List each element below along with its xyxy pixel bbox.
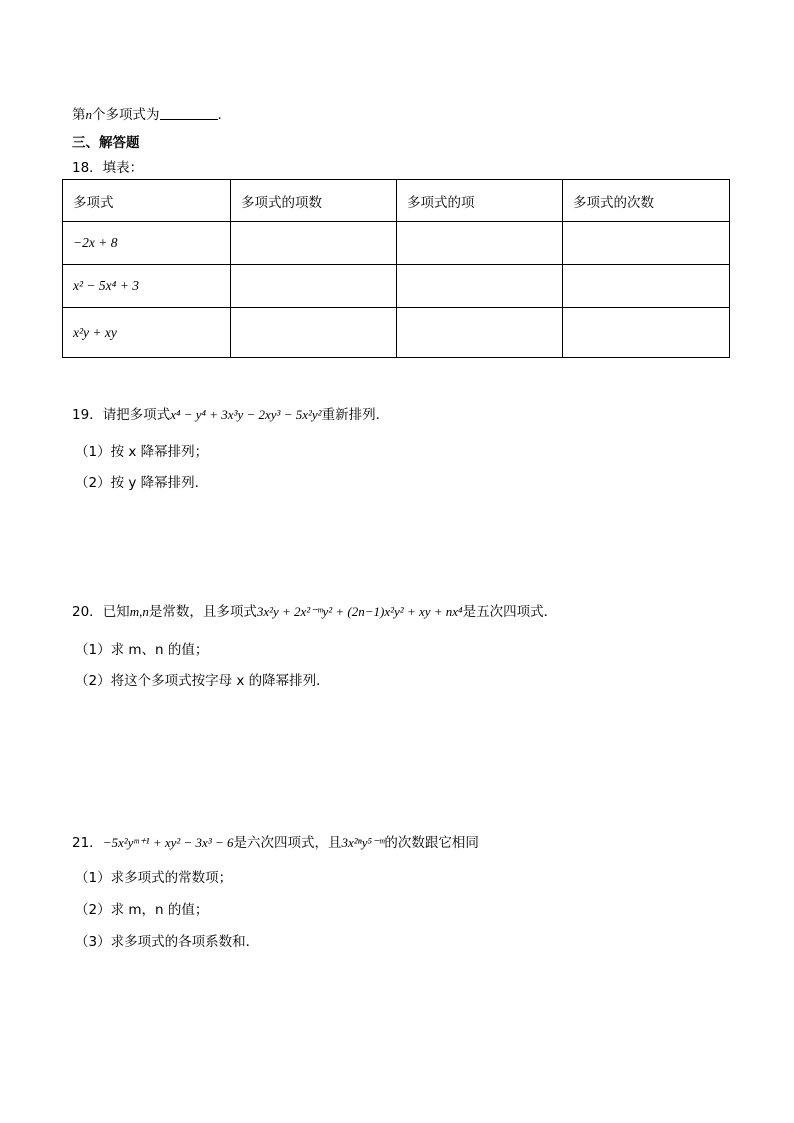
polynomial-cell: x²y + xy (63, 308, 231, 358)
answer-cell[interactable] (397, 222, 563, 265)
answer-blank (160, 107, 218, 120)
top-var: n (85, 107, 92, 122)
q20-stem (72, 600, 557, 620)
answer-cell[interactable] (231, 222, 397, 265)
table-header-cell: 多项式的项 (397, 180, 563, 222)
q20-part-2: （2）将这个多项式按字母 x 的降幂排列． (75, 673, 330, 689)
q20-number: 20． (72, 604, 103, 620)
q21-number: 21． (72, 835, 103, 851)
answer-cell[interactable] (563, 265, 730, 308)
table-header-row (63, 180, 730, 222)
top-prefix: 第 (72, 107, 86, 123)
q20-lead: 已知 (102, 604, 130, 620)
table-row (63, 308, 730, 358)
q19-stem (72, 403, 389, 423)
q20-expression: 3x²y + 2x²⁻ᵐy² + (2n−1)x²y² + xy + nx⁴ (256, 604, 463, 619)
table-header-cell: 多项式的次数 (563, 180, 730, 222)
previous-question-end (72, 103, 222, 123)
answer-cell[interactable] (231, 265, 397, 308)
table-header-cell: 多项式的项数 (231, 180, 397, 222)
polynomial-cell: x² − 5x⁴ + 3 (63, 265, 231, 308)
polynomial-table (62, 179, 730, 358)
answer-cell[interactable] (563, 308, 730, 358)
q21-stem (72, 831, 479, 851)
top-text: 个多项式为 (92, 107, 160, 123)
q20-part-1: （1）求 m、n 的值； (75, 642, 209, 658)
answer-cell[interactable] (397, 308, 563, 358)
table-row (63, 222, 730, 265)
answer-cell[interactable] (231, 308, 397, 358)
q20-mid: 是常数，且多项式 (148, 604, 257, 620)
q19-lead: 请把多项式 (102, 407, 171, 423)
q21-expression: −5x²yᵐ⁺¹ + xy² − 3x³ − 6 (102, 835, 234, 850)
table-header-cell: 多项式 (63, 180, 231, 222)
q21-tail: 的次数跟它相同 (384, 835, 479, 851)
q20-vars: m,n (129, 604, 149, 619)
answer-cell[interactable] (397, 265, 563, 308)
q19-part-2: （2）按 y 降幂排列． (75, 475, 209, 491)
q18-stem: 18．填表： (72, 160, 144, 176)
q19-tail: 重新排列． (321, 407, 390, 423)
section-heading: 三、解答题 (72, 135, 140, 151)
top-end: . (217, 107, 222, 123)
answer-cell[interactable] (563, 222, 730, 265)
q21-part-1: （1）求多项式的常数项； (75, 870, 233, 886)
q19-expression: x⁴ − y⁴ + 3x³y − 2xy³ − 5x²y² (170, 407, 322, 422)
q21-expression-2: 3x²ⁿy⁵⁻ᵐ (341, 835, 385, 850)
q21-part-2: （2）求 m，n 的值； (75, 902, 209, 918)
table-row (63, 265, 730, 308)
q19-part-1: （1）按 x 降幂排列； (75, 444, 209, 460)
q21-mid: 是六次四项式，且 (233, 835, 342, 851)
q20-tail: 是五次四项式． (462, 604, 558, 620)
polynomial-cell: −2x + 8 (63, 222, 231, 265)
q19-number: 19． (72, 407, 103, 423)
q21-part-3: （3）求多项式的各项系数和． (75, 934, 260, 950)
